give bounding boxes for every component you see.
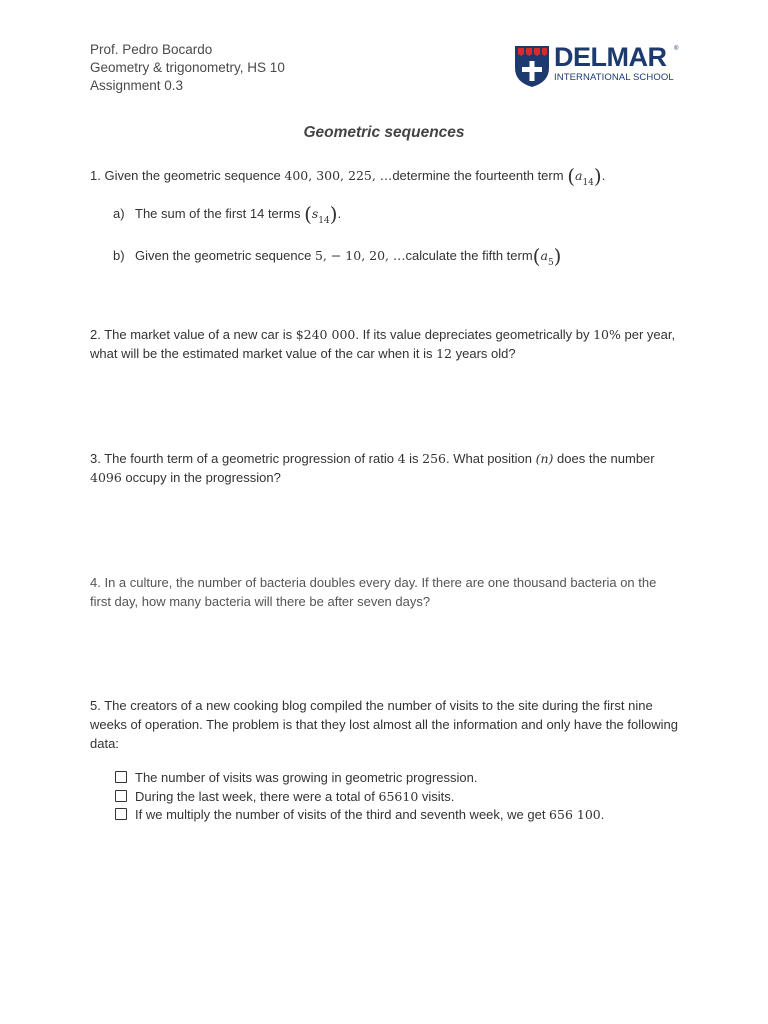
- q3-ratio: 4: [397, 451, 406, 466]
- q3-text-mid3: does the number: [553, 451, 655, 466]
- q1b-var: a: [540, 248, 548, 263]
- checklist-item: [115, 806, 604, 824]
- q3-text-mid2: . What position: [446, 451, 536, 466]
- q2-end: years old?: [452, 346, 516, 361]
- assignment-label: Assignment 0.3: [90, 78, 184, 93]
- question-5: 5. The creators of a new cooking blog compiled the number of visits to the site during the first nine weeks of operation. The problem is that they lost almost all the information and only have the following data:: [90, 698, 678, 751]
- checkbox[interactable]: [115, 771, 127, 783]
- question-2: [90, 325, 680, 363]
- logo-subtitle: INTERNATIONAL SCHOOL: [554, 72, 674, 83]
- q2-text-post: per year, what will be the estimated market value of the car when it is: [90, 327, 676, 361]
- question-4: 4. In a culture, the number of bacteria doubles every day. If there are one thousand bacteria on the first day, how many bacteria will there be after seven days?: [90, 575, 657, 609]
- q1a-label: a): [113, 206, 125, 221]
- q1b-label: b): [113, 248, 125, 263]
- check-text: The number of visits was growing in geometric progression.: [135, 770, 478, 785]
- q1b-sub: 5: [547, 258, 554, 268]
- checklist-item: [115, 769, 477, 787]
- q3-end: occupy in the progression?: [121, 470, 281, 485]
- logo-brand: DELMAR: [554, 42, 667, 72]
- q1a-text: The sum of the first 14 terms: [135, 206, 305, 221]
- q1b-open-paren: (: [532, 244, 541, 268]
- q3-number: 4096: [90, 470, 122, 485]
- check-text: During the last week, there were a total of: [135, 789, 379, 804]
- q3-n: (n): [535, 451, 554, 466]
- checklist-item: [115, 788, 454, 806]
- q1b-text: Given the geometric sequence: [135, 248, 315, 263]
- q1-end: .: [601, 168, 606, 183]
- q2-percent: 10%: [593, 327, 621, 342]
- q1-sequence: 400, 300, 225, …: [284, 168, 393, 183]
- q2-age: 12: [436, 346, 453, 361]
- question-1: [90, 166, 680, 193]
- q1-text-post: determine the fourteenth term: [392, 168, 568, 183]
- q3-term: 256: [422, 451, 447, 466]
- check-text-end: visits.: [418, 789, 455, 804]
- q2-text-mid: . If its value depreciates geometrically by: [355, 327, 594, 342]
- question-1a: [113, 204, 341, 231]
- check-text-end: .: [600, 807, 605, 822]
- question-1b: [113, 246, 561, 273]
- logo-registered-mark: ®: [674, 46, 679, 52]
- q1b-sequence: 5, − 10, 20, …: [314, 248, 406, 263]
- q2-text-pre: 2. The market value of a new car is: [90, 327, 296, 342]
- q1b-close-paren: ): [553, 244, 562, 268]
- check-text: If we multiply the number of visits of the third and seventh week, we get: [135, 807, 550, 822]
- question-3: [90, 449, 680, 487]
- q1a-open-paren: (: [304, 202, 312, 226]
- school-logo: [514, 42, 680, 90]
- q1-text-pre: 1. Given the geometric sequence: [90, 168, 285, 183]
- q1-close-paren: ): [593, 164, 602, 188]
- q1-sub: 14: [582, 178, 594, 188]
- shield-icon: [514, 44, 550, 88]
- q3-text-mid: is: [405, 451, 423, 466]
- q1a-sub: 14: [318, 216, 330, 226]
- q1-var: a: [575, 168, 583, 183]
- checkbox[interactable]: [115, 808, 127, 820]
- checkbox[interactable]: [115, 790, 127, 802]
- page-title: Geometric sequences: [303, 124, 465, 141]
- header: [90, 41, 285, 95]
- q1a-var: s: [311, 206, 319, 221]
- q1a-end: .: [337, 206, 342, 221]
- check-value: 656 100: [549, 807, 601, 822]
- q2-price: $240 000: [295, 327, 356, 342]
- teacher-name: Prof. Pedro Bocardo: [90, 42, 213, 57]
- check-value: 65610: [378, 789, 419, 804]
- q3-text-pre: 3. The fourth term of a geometric progression of ratio: [90, 451, 398, 466]
- q1-open-paren: (: [567, 164, 575, 188]
- q1b-text-post: calculate the fifth term: [405, 248, 533, 263]
- course-name: Geometry & trigonometry, HS 10: [90, 60, 285, 75]
- q1a-close-paren: ): [329, 202, 338, 226]
